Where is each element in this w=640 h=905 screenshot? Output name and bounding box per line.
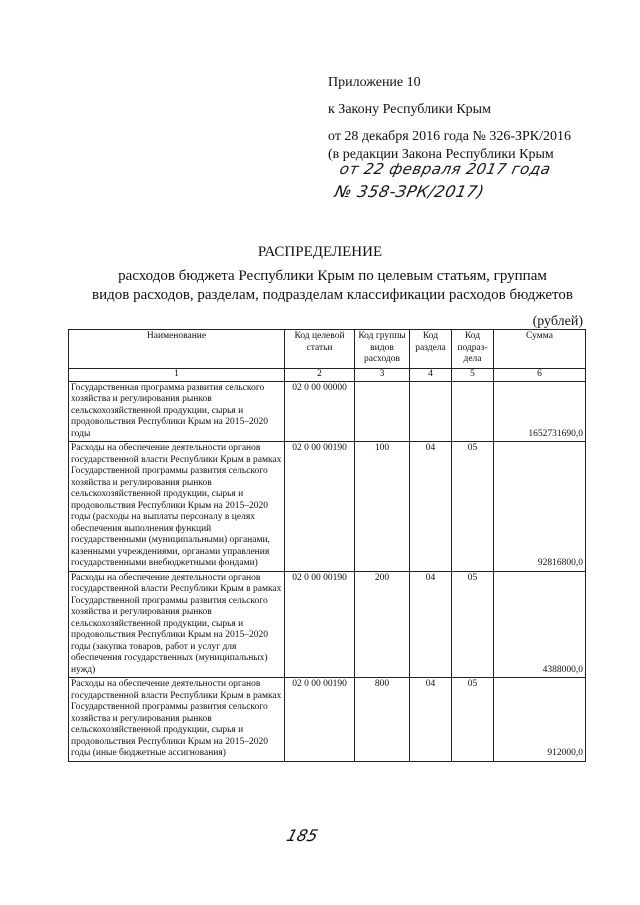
- page-number: 185: [284, 826, 321, 845]
- row-section-code: 04: [410, 678, 452, 762]
- annex-edition: (в редакции Закона Республики Крым: [328, 147, 554, 162]
- handwritten-law-number: № 358-ЗРК/2017): [332, 182, 487, 201]
- row-target-code: 02 0 00 00190: [285, 678, 355, 762]
- row-name: Государственная программа развития сельского хозяйства и регулирования рынков сельскохозяйственной продукции, сырья и продовольствия Республики Крым на 2015–2020 годы: [69, 381, 285, 442]
- row-name: Расходы на обеспечение деятельности органов государственной власти Республики Крым в рамках Государственной программы развития сельского хозяйства и регулирования рынков сельскохозяйственной продукции, сырья и продовольствия Республики Крым на 2015–2020 годы (иные бюджетные ассигнования): [69, 678, 285, 762]
- row-name: Расходы на обеспечение деятельности органов государственной власти Республики Крым в рамках Государственной программы развития сельского хозяйства и регулирования рынков сельскохозяйственной продукции, сырья и продовольствия Республики Крым на 2015–2020 годы (закупка товаров, работ и услуг для обеспечения государственных (муниципальных) нужд): [69, 571, 285, 678]
- row-name: Расходы на обеспечение деятельности органов государственной власти Республики Крым в рамках Государственной программы развития сельского хозяйства и регулирования рынков сельскохозяйственной продукции, сырья и продовольствия Республики Крым на 2015–2020 годы (расходы на выплаты персоналу в целях обеспечения выполнения функций государственными (муниципальными) органами, казенными учреждениями, органами управления государственными внебюджетными фондами): [69, 442, 285, 572]
- row-target-code: 02 0 00 00000: [285, 381, 355, 442]
- row-target-code: 02 0 00 00190: [285, 442, 355, 572]
- table-row: [69, 442, 586, 572]
- row-sum: 4388000,0: [494, 571, 586, 678]
- header-group-code: Код группы видов расходов: [355, 330, 410, 369]
- column-number: 3: [355, 369, 410, 382]
- row-sum: 1652731690,0: [494, 381, 586, 442]
- row-subsection-code: 05: [452, 442, 494, 572]
- currency-unit: (рублей): [532, 314, 583, 329]
- column-number: 1: [69, 369, 285, 382]
- title-main: РАСПРЕДЕЛЕНИЕ: [257, 244, 383, 260]
- table-row: [69, 381, 586, 442]
- column-number: 5: [452, 369, 494, 382]
- handwritten-date: от 22 февраля 2017 года: [338, 160, 553, 178]
- title-line-2: видов расходов, разделам, подразделам классификации расходов бюджетов: [92, 287, 573, 303]
- header-subsection-code: Код подраз-дела: [452, 330, 494, 369]
- row-subsection-code: 05: [452, 571, 494, 678]
- column-number: 6: [494, 369, 586, 382]
- table-header-row: [69, 330, 586, 369]
- table-row: [69, 678, 586, 762]
- row-group-code: 800: [355, 678, 410, 762]
- annex-law: к Закону Республики Крым: [328, 102, 491, 117]
- column-number: 2: [285, 369, 355, 382]
- header-sum: Сумма: [494, 330, 586, 369]
- column-number: 4: [410, 369, 452, 382]
- title-line-1: расходов бюджета Республики Крым по целевым статьям, группам: [118, 268, 547, 284]
- table-row: [69, 571, 586, 678]
- row-section-code: [410, 381, 452, 442]
- row-sum: 92816800,0: [494, 442, 586, 572]
- header-name: Наименование: [69, 330, 285, 369]
- annex-law-date: от 28 декабря 2016 года № 326-ЗРК/2016: [328, 129, 572, 144]
- annex-number: Приложение 10: [328, 75, 421, 90]
- row-section-code: 04: [410, 442, 452, 572]
- row-sum: 912000,0: [494, 678, 586, 762]
- row-group-code: 100: [355, 442, 410, 572]
- row-group-code: 200: [355, 571, 410, 678]
- row-subsection-code: [452, 381, 494, 442]
- row-group-code: [355, 381, 410, 442]
- header-section-code: Код раздела: [410, 330, 452, 369]
- row-section-code: 04: [410, 571, 452, 678]
- row-target-code: 02 0 00 00190: [285, 571, 355, 678]
- header-target-code: Код целевой статьи: [285, 330, 355, 369]
- row-subsection-code: 05: [452, 678, 494, 762]
- column-number-row: [69, 369, 586, 382]
- budget-table: [68, 329, 586, 762]
